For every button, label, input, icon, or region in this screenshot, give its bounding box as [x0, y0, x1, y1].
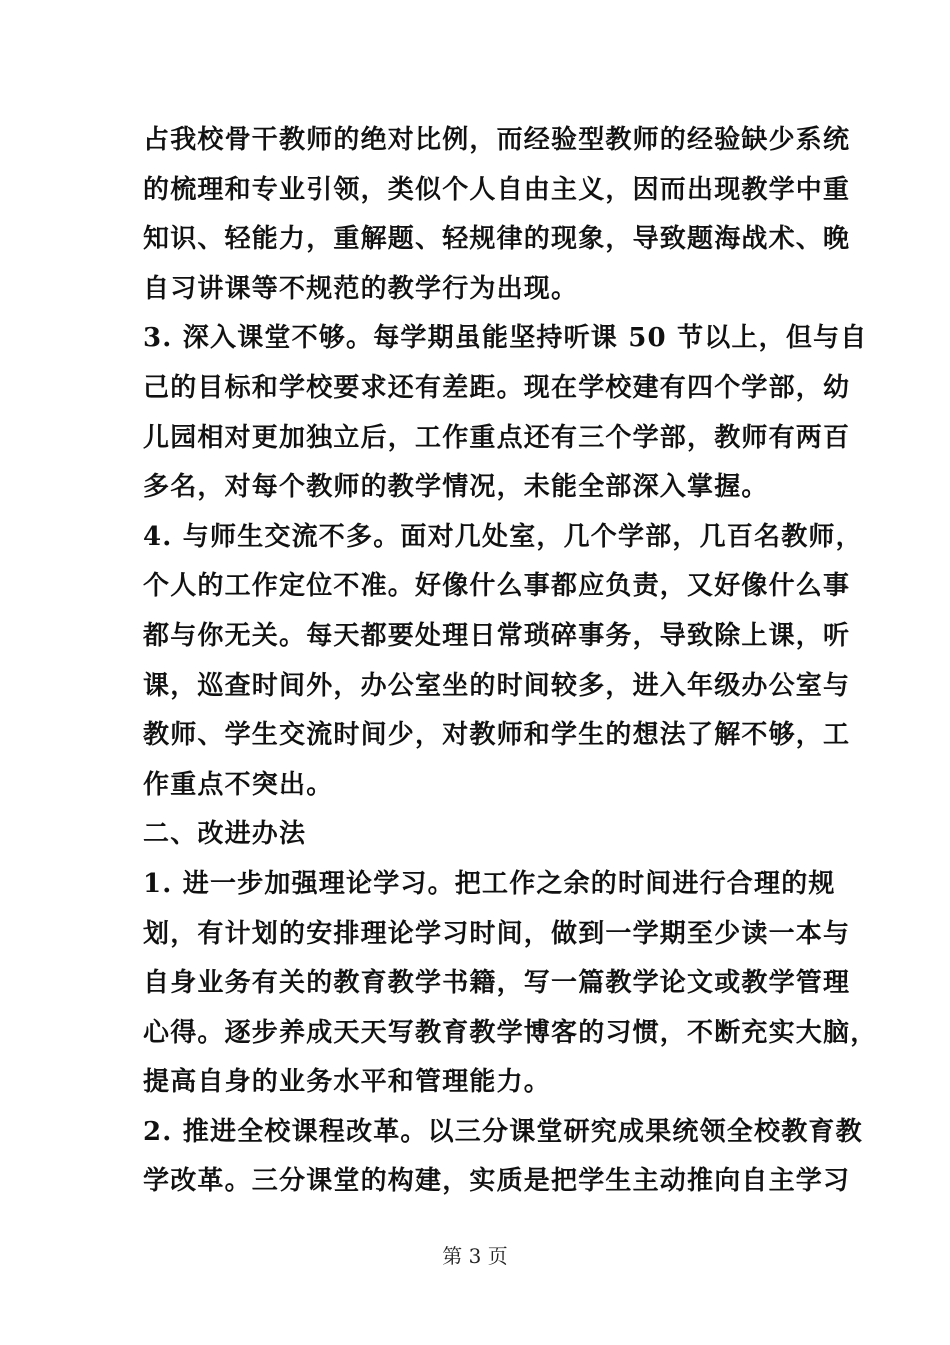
- text-line: 4. 与师生交流不多。面对几处室，几个学部，几百名教师，: [143, 521, 863, 552]
- text-line: 己的目标和学校要求还有差距。现在学校建有四个学部，幼: [143, 372, 851, 403]
- text-line: 2. 推进全校课程改革。以三分课堂研究成果统领全校教育教: [143, 1116, 863, 1147]
- text-line: 划，有计划的安排理论学习时间，做到一学期至少读一本与: [143, 918, 851, 949]
- text-line: 占我校骨干教师的绝对比例，而经验型教师的经验缺少系统: [143, 125, 851, 155]
- text-line: 个人的工作定位不准。好像什么事都应负责，又好像什么事: [143, 571, 851, 602]
- text-line: 都与你无关。每天都要处理日常琐碎事务，导致除上课，听: [143, 620, 851, 651]
- text-line: 自习讲课等不规范的教学行为出现。: [143, 273, 579, 304]
- document-body: [143, 116, 878, 1207]
- text-line: 儿园相对更加独立后，工作重点还有三个学部，教师有两百: [143, 422, 851, 453]
- text-line: 自身业务有关的教育教学书籍，写一篇教学论文或教学管理: [143, 968, 851, 999]
- text-line: 提高自身的业务水平和管理能力。: [143, 1067, 552, 1098]
- text-line: 的梳理和专业引领，类似个人自由主义，因而出现教学中重: [143, 174, 851, 205]
- text-line: 心得。逐步养成天天写教育教学博客的习惯，不断充实大脑，: [143, 1017, 878, 1048]
- text-line: 多名，对每个教师的教学情况，未能全部深入掌握。: [143, 472, 769, 503]
- text-line: 1. 进一步加强理论学习。把工作之余的时间进行合理的规: [143, 868, 836, 899]
- text-line: 作重点不突出。: [143, 769, 334, 800]
- text-line: 课，巡查时间外，办公室坐的时间较多，进入年级办公室与: [143, 670, 851, 701]
- text-line: 学改革。三分课堂的构建，实质是把学生主动推向自主学习: [143, 1166, 851, 1197]
- text-line: 3. 深入课堂不够。每学期虽能坚持听课 50 节以上，但与自: [143, 323, 868, 354]
- page-number: 第 3 页: [442, 1244, 508, 1268]
- section-heading: 二、改进办法: [143, 819, 307, 850]
- text-line: 知识、轻能力，重解题、轻规律的现象，导致题海战术、晚: [143, 224, 851, 255]
- text-line: 教师、学生交流时间少，对教师和学生的想法了解不够，工: [143, 720, 851, 751]
